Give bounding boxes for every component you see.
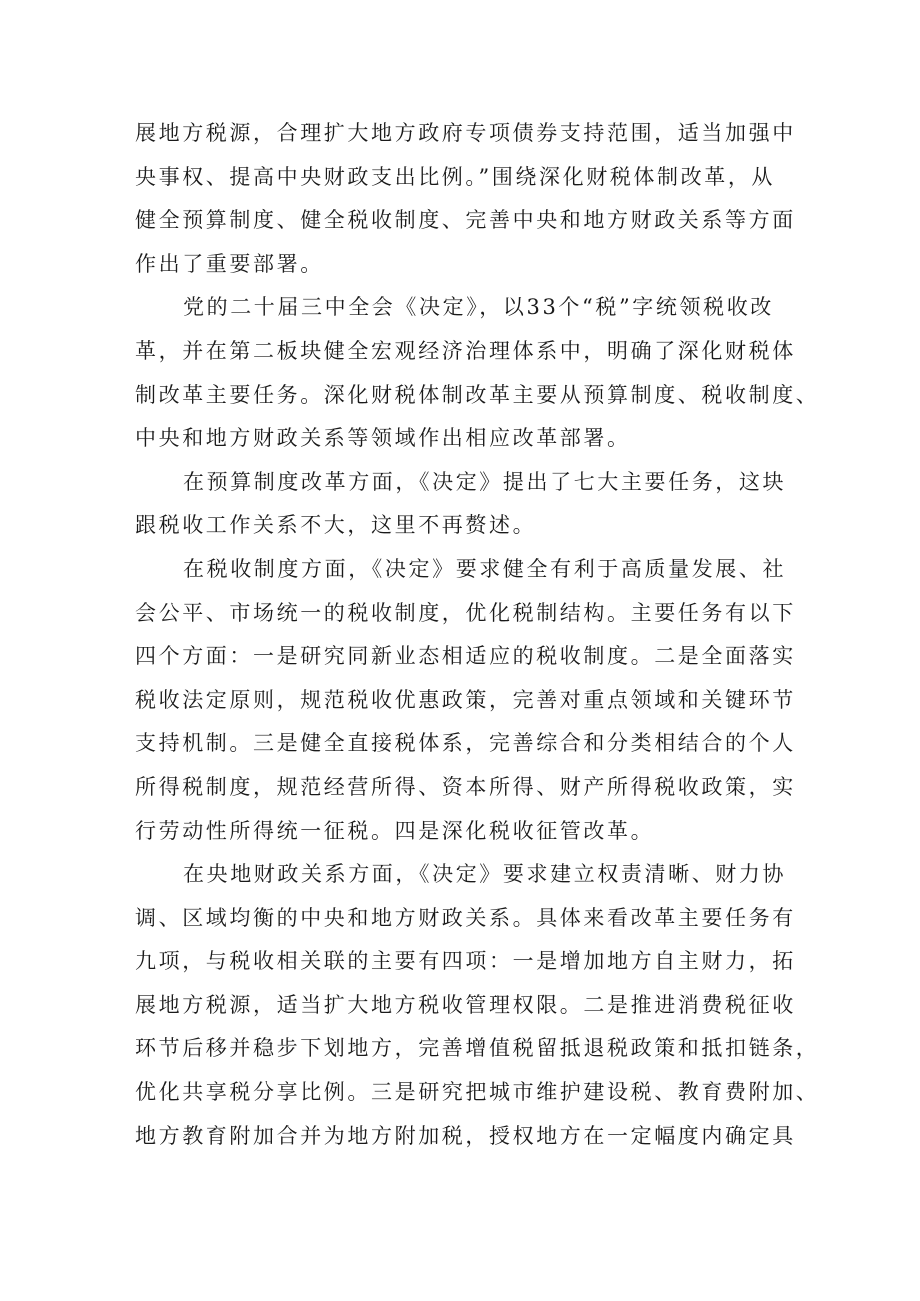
text-line: 跟税收工作关系不大，这里不再赘述。 (135, 513, 537, 538)
paragraph-first-line: 在税收制度方面，《决定》要求健全有利于高质量发展、社 (183, 556, 787, 581)
text-line: 会公平、市场统一的税收制度，优化税制结构。主要任务有以下 (135, 600, 796, 625)
text-line: 支持机制。三是健全直接税体系，完善综合和分类相结合的个人 (135, 731, 796, 756)
text-line: 展地方税源，适当扩大地方税收管理权限。二是推进消费税征收 (135, 992, 796, 1017)
text-line: 中央和地方财政关系等领域作出相应改革部署。 (135, 426, 631, 451)
text-line: 优化共享税分享比例。三是研究把城市维护建设税、教育费附加、 (135, 1080, 820, 1105)
text-line: 所得税制度，规范经营所得、资本所得、财产所得税收政策，实 (135, 774, 796, 799)
text-line: 环节后移并稳步下划地方，完善增值税留抵退税政策和抵扣链条， (135, 1036, 820, 1061)
text-line: 展地方税源，合理扩大地方政府专项债券支持范围，适当加强中 (135, 121, 796, 145)
text-line: 调、区域均衡的中央和地方财政关系。具体来看改革主要任务有 (135, 905, 796, 930)
text-line: 央事权、提高中央财政支出比例。”围绕深化财税体制改革，从 (135, 164, 776, 189)
text-line: 健全预算制度、健全税收制度、完善中央和地方财政关系等方面 (135, 208, 796, 233)
text-line: 九项，与税收相关联的主要有四项：一是增加地方自主财力，拓 (135, 949, 796, 974)
paragraph-first-line: 党的二十届三中全会《决定》，以33个“税”字统领税收改 (183, 295, 774, 320)
text-line: 税收法定原则，规范税收优惠政策，完善对重点领域和关键环节 (135, 687, 796, 712)
text-line: 制改革主要任务。深化财税体制改革主要从预算制度、税收制度、 (135, 382, 820, 407)
paragraph-first-line: 在预算制度改革方面，《决定》提出了七大主要任务，这块 (183, 469, 787, 494)
text-line: 四个方面：一是研究同新业态相适应的税收制度。二是全面落实 (135, 644, 796, 669)
text-line: 革，并在第二板块健全宏观经济治理体系中，明确了深化财税体 (135, 338, 796, 363)
text-line: 作出了重要部署。 (135, 251, 324, 276)
text-line: 地方教育附加合并为地方附加税，授权地方在一定幅度内确定具 (135, 1123, 796, 1148)
text-line: 行劳动性所得统一征税。四是深化税收征管改革。 (135, 818, 655, 843)
paragraph-first-line: 在央地财政关系方面，《决定》要求建立权责清晰、财力协 (183, 862, 787, 887)
body-text (135, 112, 820, 1158)
